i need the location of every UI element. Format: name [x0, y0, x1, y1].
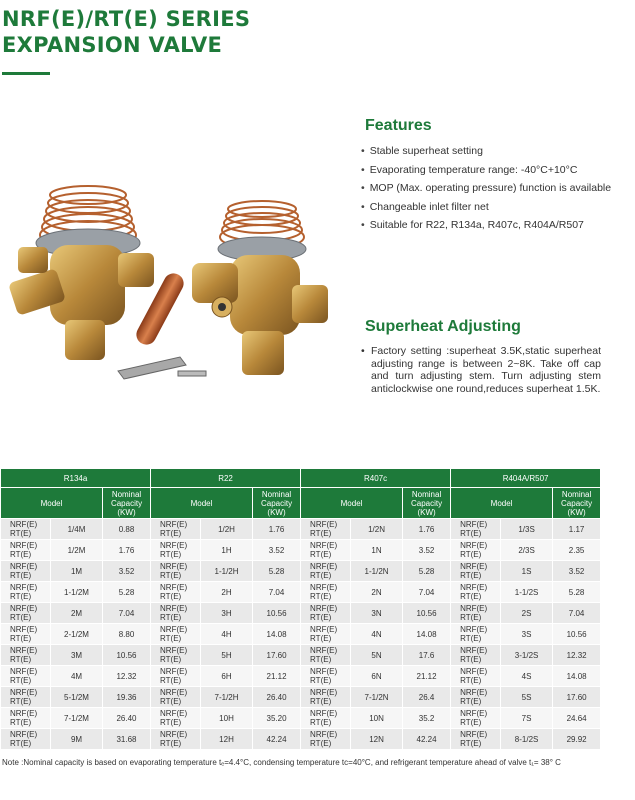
model-cell: 1M — [51, 561, 103, 582]
table-row — [1, 582, 601, 603]
model-cell: 10N — [351, 708, 403, 729]
model-header: Model — [451, 488, 553, 519]
model-cell: 1/2N — [351, 519, 403, 540]
capacity-cell: 2.35 — [553, 540, 601, 561]
table-row — [1, 687, 601, 708]
feature-item: • Evaporating temperature range: -40°C+10°C — [361, 161, 631, 180]
model-prefix: NRF(E) RT(E) — [301, 687, 351, 708]
model-cell: 2S — [501, 603, 553, 624]
table-row — [1, 603, 601, 624]
feature-item: • Suitable for R22, R134a, R407c, R404A/R507 — [361, 216, 631, 235]
model-cell: 5H — [201, 645, 253, 666]
model-cell: 1/4M — [51, 519, 103, 540]
model-prefix: NRF(E) RT(E) — [1, 603, 51, 624]
model-cell: 2-1/2M — [51, 624, 103, 645]
model-cell: 2/3S — [501, 540, 553, 561]
model-prefix: NRF(E) RT(E) — [451, 645, 501, 666]
model-cell: 3-1/2S — [501, 645, 553, 666]
model-cell: 1/2M — [51, 540, 103, 561]
model-prefix: NRF(E) RT(E) — [301, 540, 351, 561]
model-cell: 9M — [51, 729, 103, 750]
capacity-cell: 26.40 — [253, 687, 301, 708]
model-prefix: NRF(E) RT(E) — [451, 561, 501, 582]
model-cell: 10H — [201, 708, 253, 729]
capacity-cell: 7.04 — [103, 603, 151, 624]
model-cell: 2M — [51, 603, 103, 624]
model-cell: 1-1/2H — [201, 561, 253, 582]
model-prefix: NRF(E) RT(E) — [1, 687, 51, 708]
capacity-cell: 26.4 — [403, 687, 451, 708]
capacity-cell: 14.08 — [253, 624, 301, 645]
model-cell: 4N — [351, 624, 403, 645]
capacity-cell: 21.12 — [253, 666, 301, 687]
capacity-cell: 17.6 — [403, 645, 451, 666]
model-prefix: NRF(E) RT(E) — [151, 624, 201, 645]
capacity-cell: 1.17 — [553, 519, 601, 540]
capacity-cell: 10.56 — [253, 603, 301, 624]
model-prefix: NRF(E) RT(E) — [1, 519, 51, 540]
model-cell: 5N — [351, 645, 403, 666]
capacity-cell: 5.28 — [103, 582, 151, 603]
mounting-bracket — [118, 357, 186, 379]
model-cell: 1S — [501, 561, 553, 582]
group-header: R22 — [151, 469, 301, 488]
capacity-cell: 42.24 — [253, 729, 301, 750]
model-cell: 1H — [201, 540, 253, 561]
model-cell: 5-1/2M — [51, 687, 103, 708]
model-prefix: NRF(E) RT(E) — [301, 561, 351, 582]
model-cell: 8-1/2S — [501, 729, 553, 750]
superheat-heading: Superheat Adjusting — [365, 318, 521, 335]
model-prefix: NRF(E) RT(E) — [151, 519, 201, 540]
superheat-text: • Factory setting :superheat 3.5K,static superheat adjusting range is between 2~8K. Take off cap and turn adjusting stem. Turn adjusting stem anticlockwise one round,reduces superheat 1.5K. — [361, 345, 601, 395]
table-row — [1, 561, 601, 582]
model-cell: 1-1/2M — [51, 582, 103, 603]
table-row — [1, 540, 601, 561]
capacity-cell: 5.28 — [253, 561, 301, 582]
model-prefix: NRF(E) RT(E) — [1, 540, 51, 561]
model-prefix: NRF(E) RT(E) — [151, 582, 201, 603]
capacity-cell: 29.92 — [553, 729, 601, 750]
capacity-cell: 10.56 — [553, 624, 601, 645]
capacity-cell: 3.52 — [403, 540, 451, 561]
model-cell: 3M — [51, 645, 103, 666]
capacity-cell: 8.80 — [103, 624, 151, 645]
model-prefix: NRF(E) RT(E) — [301, 603, 351, 624]
model-cell: 4M — [51, 666, 103, 687]
model-cell: 1N — [351, 540, 403, 561]
model-prefix: NRF(E) RT(E) — [151, 603, 201, 624]
model-prefix: NRF(E) RT(E) — [301, 645, 351, 666]
capacity-cell: 14.08 — [553, 666, 601, 687]
model-cell: 6N — [351, 666, 403, 687]
capacity-table — [0, 468, 601, 750]
capacity-cell: 3.52 — [253, 540, 301, 561]
capacity-header: Nominal Capacity (KW) — [253, 488, 301, 519]
model-prefix: NRF(E) RT(E) — [151, 666, 201, 687]
model-cell: 1-1/2S — [501, 582, 553, 603]
model-prefix: NRF(E) RT(E) — [1, 582, 51, 603]
capacity-cell: 12.32 — [553, 645, 601, 666]
capacity-cell: 7.04 — [253, 582, 301, 603]
model-prefix: NRF(E) RT(E) — [451, 540, 501, 561]
model-cell: 5S — [501, 687, 553, 708]
capacity-cell: 17.60 — [253, 645, 301, 666]
expansion-valve-photo — [0, 175, 345, 400]
group-header: R134a — [1, 469, 151, 488]
capacity-cell: 31.68 — [103, 729, 151, 750]
table-row — [1, 645, 601, 666]
model-cell: 3N — [351, 603, 403, 624]
model-cell: 7-1/2H — [201, 687, 253, 708]
group-header: R404A/R507 — [451, 469, 601, 488]
model-prefix: NRF(E) RT(E) — [1, 645, 51, 666]
capacity-cell: 3.52 — [103, 561, 151, 582]
capacity-cell: 19.36 — [103, 687, 151, 708]
table-row — [1, 624, 601, 645]
capacity-cell: 12.32 — [103, 666, 151, 687]
table-row — [1, 666, 601, 687]
model-cell: 1-1/2N — [351, 561, 403, 582]
model-cell: 2H — [201, 582, 253, 603]
model-prefix: NRF(E) RT(E) — [1, 624, 51, 645]
model-cell: 2N — [351, 582, 403, 603]
capacity-cell: 1.76 — [253, 519, 301, 540]
capacity-cell: 5.28 — [403, 561, 451, 582]
right-valve-body — [192, 255, 328, 375]
capacity-cell: 17.60 — [553, 687, 601, 708]
model-header: Model — [1, 488, 103, 519]
capacity-cell: 1.76 — [103, 540, 151, 561]
capacity-cell: 35.2 — [403, 708, 451, 729]
model-prefix: NRF(E) RT(E) — [301, 729, 351, 750]
table-row — [1, 708, 601, 729]
group-header: R407c — [301, 469, 451, 488]
model-cell: 1/2H — [201, 519, 253, 540]
model-prefix: NRF(E) RT(E) — [301, 624, 351, 645]
model-cell: 3H — [201, 603, 253, 624]
model-cell: 7-1/2M — [51, 708, 103, 729]
capacity-cell: 14.08 — [403, 624, 451, 645]
model-prefix: NRF(E) RT(E) — [451, 624, 501, 645]
title-underline — [2, 72, 50, 75]
model-prefix: NRF(E) RT(E) — [1, 666, 51, 687]
model-cell: 4H — [201, 624, 253, 645]
capacity-cell: 10.56 — [103, 645, 151, 666]
model-prefix: NRF(E) RT(E) — [151, 645, 201, 666]
page-title — [2, 6, 250, 58]
model-prefix: NRF(E) RT(E) — [301, 666, 351, 687]
table-row — [1, 519, 601, 540]
model-cell: 3S — [501, 624, 553, 645]
model-prefix: NRF(E) RT(E) — [451, 708, 501, 729]
capacity-cell: 5.28 — [553, 582, 601, 603]
feature-item: • MOP (Max. operating pressure) function is available — [361, 179, 631, 198]
table-footnote: Note :Nominal capacity is based on evaporating temperature tₑ=4.4°C, condensing temperature tᴄ=40°C, and refrigerant temperature ahead of valve t₁= 38° C — [2, 758, 561, 767]
capacity-header: Nominal Capacity (KW) — [403, 488, 451, 519]
model-prefix: NRF(E) RT(E) — [151, 561, 201, 582]
model-prefix: NRF(E) RT(E) — [451, 729, 501, 750]
capacity-cell: 26.40 — [103, 708, 151, 729]
feature-item: • Changeable inlet filter net — [361, 198, 631, 217]
model-prefix: NRF(E) RT(E) — [451, 519, 501, 540]
model-cell: 4S — [501, 666, 553, 687]
capacity-header: Nominal Capacity (KW) — [103, 488, 151, 519]
left-valve-body — [8, 245, 154, 360]
table-row — [1, 729, 601, 750]
model-prefix: NRF(E) RT(E) — [301, 519, 351, 540]
capacity-cell: 21.12 — [403, 666, 451, 687]
model-header: Model — [151, 488, 253, 519]
capacity-cell: 3.52 — [553, 561, 601, 582]
model-prefix: NRF(E) RT(E) — [451, 582, 501, 603]
model-cell: 1/3S — [501, 519, 553, 540]
model-prefix: NRF(E) RT(E) — [451, 666, 501, 687]
model-prefix: NRF(E) RT(E) — [301, 582, 351, 603]
capacity-cell: 35.20 — [253, 708, 301, 729]
model-prefix: NRF(E) RT(E) — [151, 687, 201, 708]
model-cell: 7S — [501, 708, 553, 729]
feature-item: • Stable superheat setting — [361, 142, 631, 161]
capacity-cell: 0.88 — [103, 519, 151, 540]
capacity-cell: 42.24 — [403, 729, 451, 750]
capacity-cell: 1.76 — [403, 519, 451, 540]
model-prefix: NRF(E) RT(E) — [451, 603, 501, 624]
title-line-1: NRF(E)/RT(E) SERIES — [2, 7, 251, 31]
model-cell: 12N — [351, 729, 403, 750]
model-cell: 6H — [201, 666, 253, 687]
model-prefix: NRF(E) RT(E) — [451, 687, 501, 708]
capacity-cell: 7.04 — [553, 603, 601, 624]
features-heading: Features — [365, 117, 432, 134]
capacity-cell: 24.64 — [553, 708, 601, 729]
capacity-cell: 10.56 — [403, 603, 451, 624]
model-prefix: NRF(E) RT(E) — [1, 561, 51, 582]
model-header: Model — [301, 488, 403, 519]
model-prefix: NRF(E) RT(E) — [151, 729, 201, 750]
title-line-2: EXPANSION VALVE — [2, 33, 223, 57]
screw — [178, 371, 206, 376]
model-prefix: NRF(E) RT(E) — [1, 729, 51, 750]
model-prefix: NRF(E) RT(E) — [151, 708, 201, 729]
model-cell: 12H — [201, 729, 253, 750]
capacity-cell: 7.04 — [403, 582, 451, 603]
model-cell: 7-1/2N — [351, 687, 403, 708]
features-list — [361, 142, 631, 235]
model-prefix: NRF(E) RT(E) — [151, 540, 201, 561]
model-prefix: NRF(E) RT(E) — [1, 708, 51, 729]
model-prefix: NRF(E) RT(E) — [301, 708, 351, 729]
capacity-header: Nominal Capacity (KW) — [553, 488, 601, 519]
